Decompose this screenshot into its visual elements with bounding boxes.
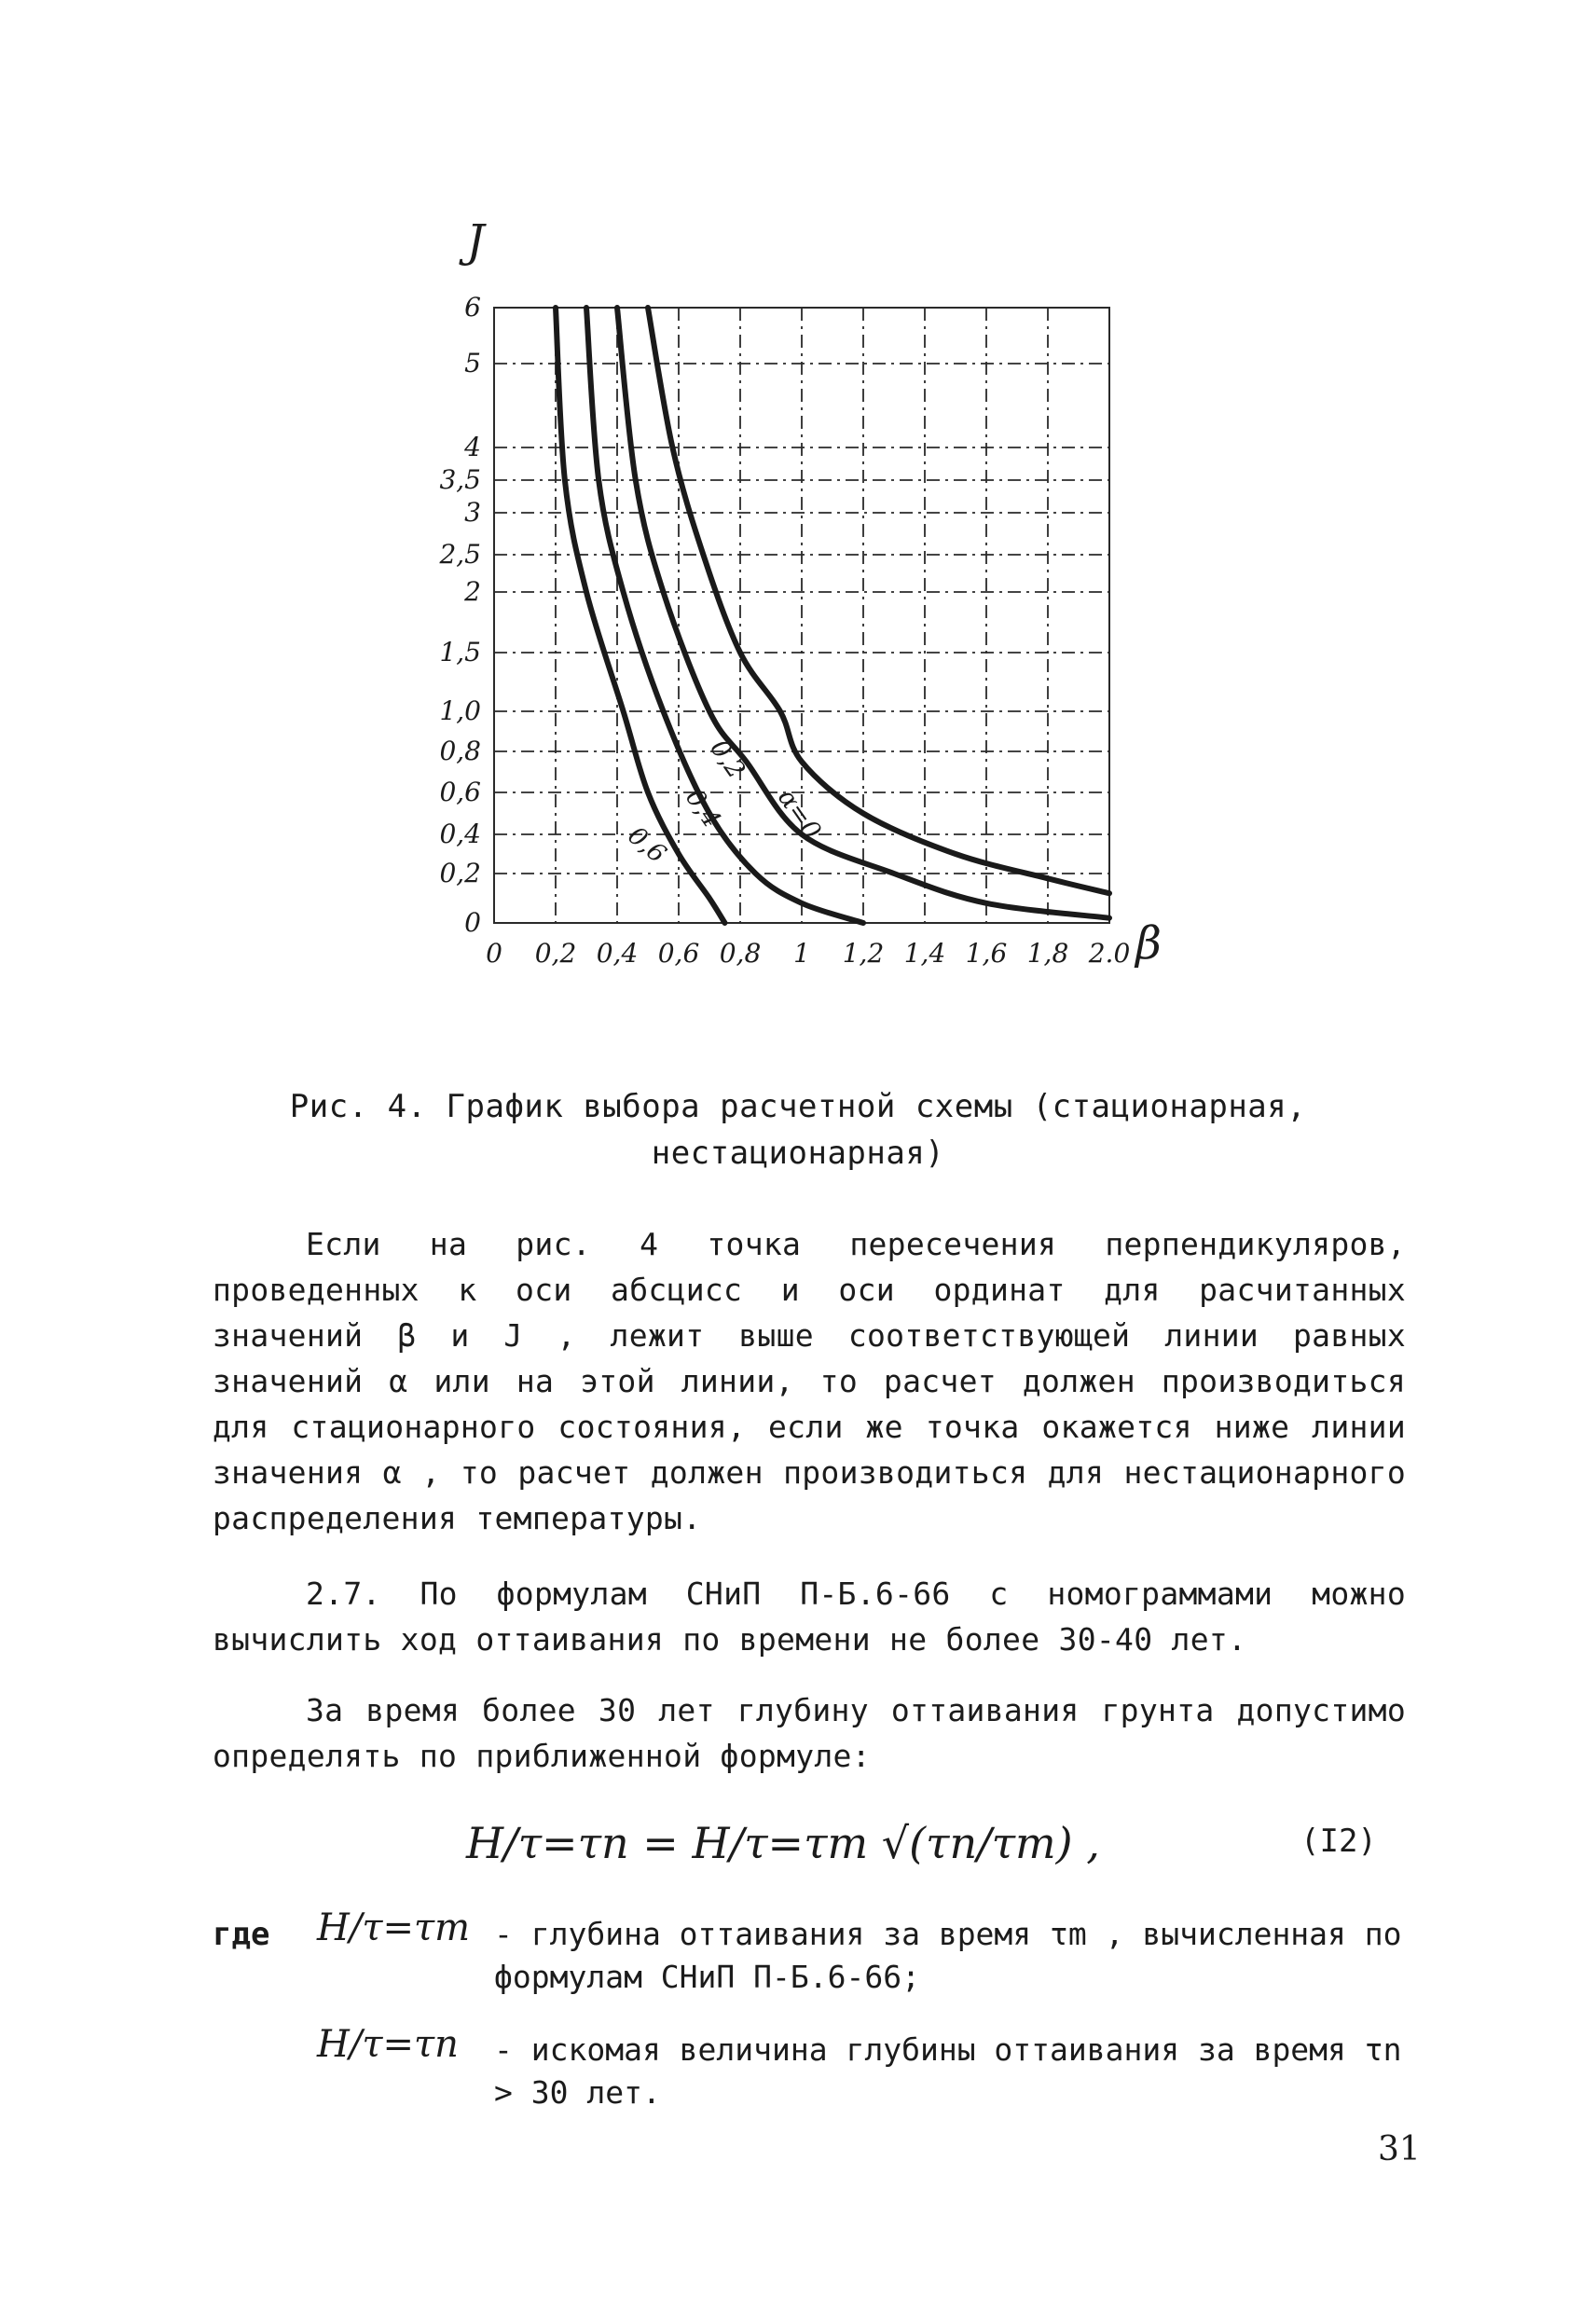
caption-line-1: Рис. 4. График выбора расчетной схемы (стационарная, <box>289 1088 1307 1125</box>
y-tick-label: 2,5 <box>439 539 481 570</box>
chart-svg <box>410 205 1175 1016</box>
equation-number: (I2) <box>1300 1823 1377 1860</box>
figure-caption <box>186 1083 1410 1177</box>
x-axis-title: β <box>1135 917 1162 970</box>
y-tick-label: 2 <box>464 576 481 607</box>
y-tick-label: 0,6 <box>439 777 481 807</box>
curve-label: 0,2 <box>704 734 751 784</box>
y-tick-label: 0,4 <box>439 819 481 849</box>
x-tick-label: 2.0 <box>1088 938 1131 969</box>
y-tick-label: 3,5 <box>439 464 481 495</box>
x-tick-label: 1,2 <box>842 938 885 969</box>
where-label: где <box>213 1916 270 1953</box>
x-tick-label: 1 <box>793 938 810 969</box>
y-tick-label: 0,8 <box>439 736 481 766</box>
y-axis-title: J <box>466 215 485 268</box>
y-tick-label: 3 <box>464 497 481 528</box>
definition-1-text: - глубина оттаивания за время τm , вычисленная по формулам СНиП П-Б.6-66; <box>494 1916 1402 1995</box>
y-tick-label: 0,2 <box>439 858 481 888</box>
curve-label: 0,6 <box>622 820 672 870</box>
caption-line-2: нестационарная) <box>651 1135 945 1172</box>
paragraph-3: За время более 30 лет глубину оттаивания грунта допустимо определять по приближенной формуле: <box>213 1692 1406 1774</box>
x-tick-label: 0,6 <box>657 938 700 969</box>
curve-label: 0,4 <box>679 783 726 833</box>
y-tick-label: 1,0 <box>439 695 481 726</box>
x-tick-label: 0,8 <box>719 938 762 969</box>
chart-figure-4 <box>410 205 1175 1016</box>
definition-1-symbol: H/τ=τm <box>317 1906 471 1949</box>
definition-2-symbol: H/τ=τn <box>317 2023 459 2066</box>
x-tick-label: 1,8 <box>1026 938 1069 969</box>
paragraph-1: Если на рис. 4 точка пересечения перпендикуляров, проведенных к оси абсцисс и оси ординат для расчитанных значений β и J , лежит выше соответствующей линии равных значений α или на этой линии, то расчет должен производиться для стационарного состояния, если же точка окажется ниже линии значения α , то расчет должен производиться для нестационарного распределения температуры. <box>213 1226 1406 1536</box>
y-tick-label: 4 <box>464 432 481 462</box>
y-tick-label: 1,5 <box>439 637 481 667</box>
x-tick-label: 1,6 <box>965 938 1008 969</box>
y-tick-label: 5 <box>464 348 481 378</box>
y-tick-label: 6 <box>464 292 481 323</box>
formula-12: H/τ=τn = H/τ=τm √(τn/τm) , <box>466 1818 1100 1868</box>
curve-label: α=0 <box>771 783 827 846</box>
definition-2-text: - искомая величина глубины оттаивания за время τn > 30 лет. <box>494 2031 1402 2111</box>
x-tick-label: 0,2 <box>534 938 577 969</box>
x-tick-label: 0 <box>486 938 502 969</box>
x-tick-label: 0,4 <box>596 938 639 969</box>
paragraph-2-7: 2.7. По формулам СНиП П-Б.6-66 с номограммами можно вычислить ход оттаивания по времени не более 30-40 лет. <box>213 1576 1406 1658</box>
y-tick-label: 0 <box>464 907 481 938</box>
x-tick-label: 1,4 <box>903 938 946 969</box>
page-number: 31 <box>1378 2130 1421 2168</box>
